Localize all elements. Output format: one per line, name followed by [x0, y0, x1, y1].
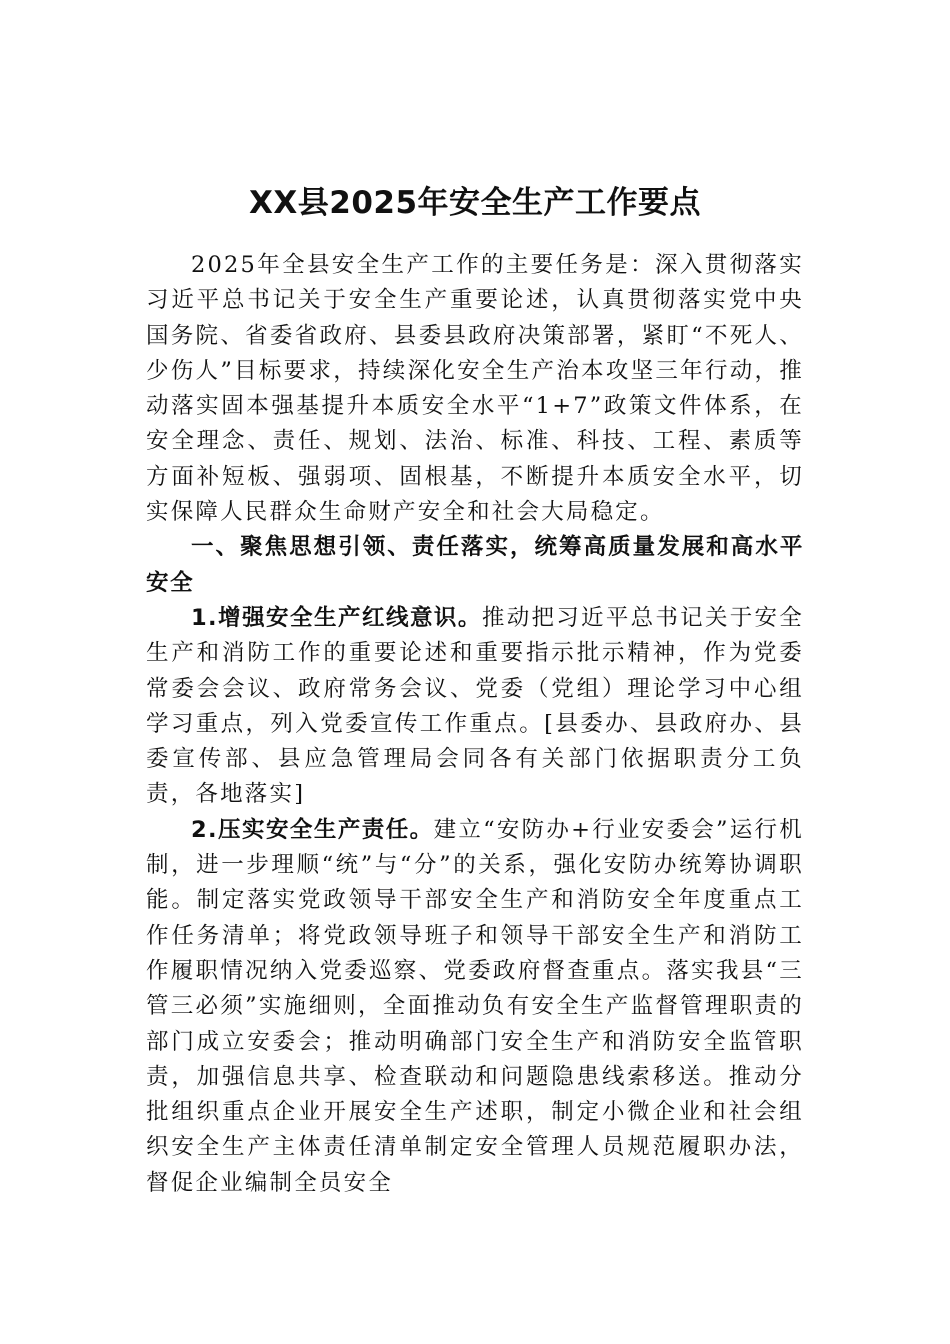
item-2-lead: 2.压实安全生产责任。	[191, 816, 434, 843]
section-1-heading: 一、聚焦思想引领、责任落实，统筹高质量发展和高水平安全	[146, 534, 804, 596]
item-1-paragraph	[146, 601, 804, 813]
intro-paragraph: 2025年全县安全生产工作的主要任务是：深入贯彻落实习近平总书记关于安全生产重要论述，认真贯彻落实党中央国务院、省委省政府、县委县政府决策部署，紧盯“不死人、少伤人”目标要求，持续深化安全生产治本攻坚三年行动，推动落实固本强基提升本质安全水平“1+7”政策文件体系，在安全理念、责任、规划、法治、标准、科技、工程、素质等方面补短板、强弱项、固根基，不断提升本质安全水平，切实保障人民群众生命财产安全和社会大局稳定。	[146, 252, 804, 526]
document-title: XX县2025年安全生产工作要点	[248, 184, 702, 221]
item-2-text: 建立“安防办+行业安委会”运行机制，进一步理顺“统”与“分”的关系，强化安防办统筹协调职能。制定落实党政领导干部安全生产和消防安全年度重点工作任务清单；将党政领导班子和领导干部安全生产和消防工作履职情况纳入党委巡察、党委政府督查重点。落实我县“三管三必须”实施细则，全面推动负有安全生产监督管理职责的部门成立安委会；推动明确部门安全生产和消防安全监管职责，加强信息共享、检查联动和问题隐患线索移送。推动分批组织重点企业开展安全生产述职，制定小微企业和社会组织安全生产主体责任清单制定安全管理人员规范履职办法，督促企业编制全员安全	[146, 816, 804, 1196]
item-1-text: 推动把习近平总书记关于安全生产和消防工作的重要论述和重要指示批示精神，作为党委常委会会议、政府常务会议、党委（党组）理论学习中心组学习重点，列入党委宣传工作重点。[县委办、县政府办、县委宣传部、县应急管理局会同各有关部门依据职责分工负责，各地落实]	[146, 604, 804, 808]
item-1-lead: 1.增强安全生产红线意识。	[191, 604, 482, 631]
document-body	[146, 248, 804, 1201]
item-2-paragraph	[146, 813, 804, 1201]
